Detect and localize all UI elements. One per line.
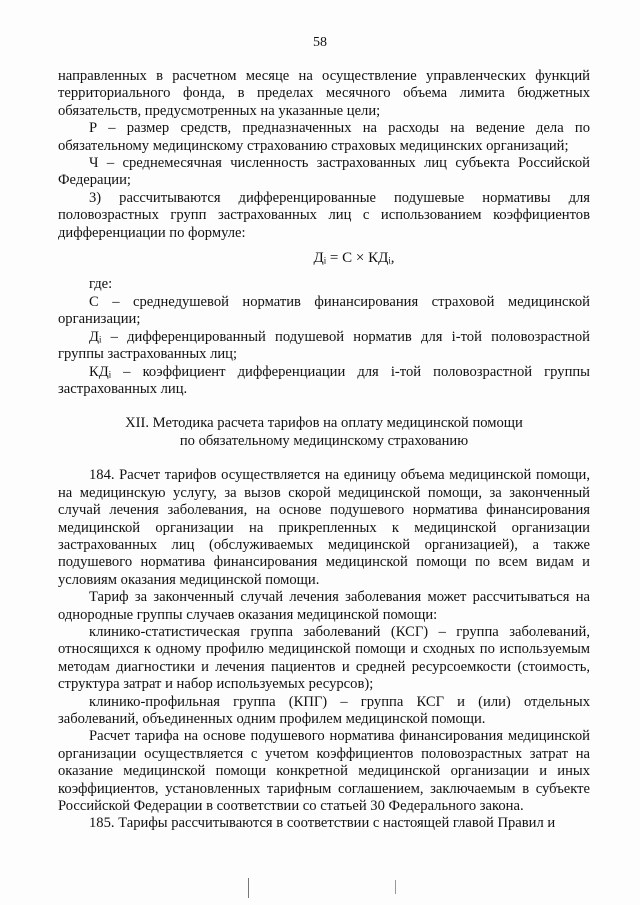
paragraph-definition-ch: Ч – среднемесячная численность застрахованных лиц субъекта Российской Федерации; (58, 155, 590, 189)
paragraph-definition-p: Р – размер средств, предназначенных на расходы на ведение дела по обязательному медицинскому страхованию страховых медицинских организаций; (58, 120, 590, 154)
page-number: 58 (313, 35, 327, 50)
paragraph-item-3: 3) рассчитываются дифференцированные подушевые нормативы для половозрастных групп застрахованных лиц с использованием коэффициентов дифференциации по формуле: (58, 189, 590, 241)
paragraph-184: 184. Расчет тарифов осуществляется на единицу объема медицинской помощи, на медицинскую услугу, за вызов скорой медицинской помощи, за законченный случай лечения заболевания, на основе подушевого норматива финансирования медицинской организации на прикрепленных к медицинской организации застрахованных лиц (обслуживаемых медицинской организацией), а также подушевого норматива финансирования медицинской помощи по всем видам и условиям оказания медицинской помощи. (58, 467, 590, 588)
formula-where-label: где: (89, 276, 113, 293)
scan-margin-mark (248, 878, 249, 898)
section-heading-line-2: по обязательному медицинскому страхованию (179, 433, 469, 450)
paragraph-tariff: Тариф за законченный случай лечения заболевания может рассчитываться на однородные группы случаев оказания медицинской помощи: (58, 589, 590, 623)
formula: Дᵢ = С × КДᵢ, (313, 250, 395, 267)
paragraph-definition-c: С – среднедушевой норматив финансирования страховой медицинской организации; (58, 293, 590, 328)
paragraph-raschet: Расчет тарифа на основе подушевого норматива финансирования медицинской организации осуществляется с учетом коэффициентов половозрастных затрат на оказание медицинской помощи конкретной медицинской организации и иных коэффициентов, установленных тарифным соглашением, заключаемым в субъекте Российской Федерации в соответствии со статьей 30 Федерального закона. (58, 728, 590, 815)
section-heading-line-1: XII. Методика расчета тарифов на оплату медицинской помощи (125, 415, 523, 432)
paragraph-continuation: направленных в расчетном месяце на осуществление управленческих функций территориального фонда, в пределах месячного объема лимита бюджетных обязательств, предусмотренных на указанные цели; (58, 68, 590, 119)
paragraph-kpg: клинико-профильная группа (КПГ) – группа КСГ и (или) отдельных заболеваний, объединенных одним профилем медицинской помощи. (58, 693, 590, 727)
paragraph-definition-di: Дᵢ – дифференцированный подушевой норматив для i-той половозрастной группы застрахованных лиц; (58, 328, 590, 363)
paragraph-definition-kdi: КДᵢ – коэффициент дифференциации для i-той половозрастной группы застрахованных лиц. (58, 363, 590, 397)
section-heading (58, 414, 590, 450)
paragraph-ksg: клинико-статистическая группа заболеваний (КСГ) – группа заболеваний, относящихся к одному профилю медицинской помощи и сходных по используемым методам диагностики и лечения пациентов и средней ресурсоемкости (стоимость, структура затрат и набор используемых ресурсов); (58, 623, 590, 693)
paragraph-185: 185. Тарифы рассчитываются в соответствии с настоящей главой Правил и (89, 815, 556, 832)
scan-margin-mark (395, 880, 396, 894)
document-body (58, 68, 590, 833)
